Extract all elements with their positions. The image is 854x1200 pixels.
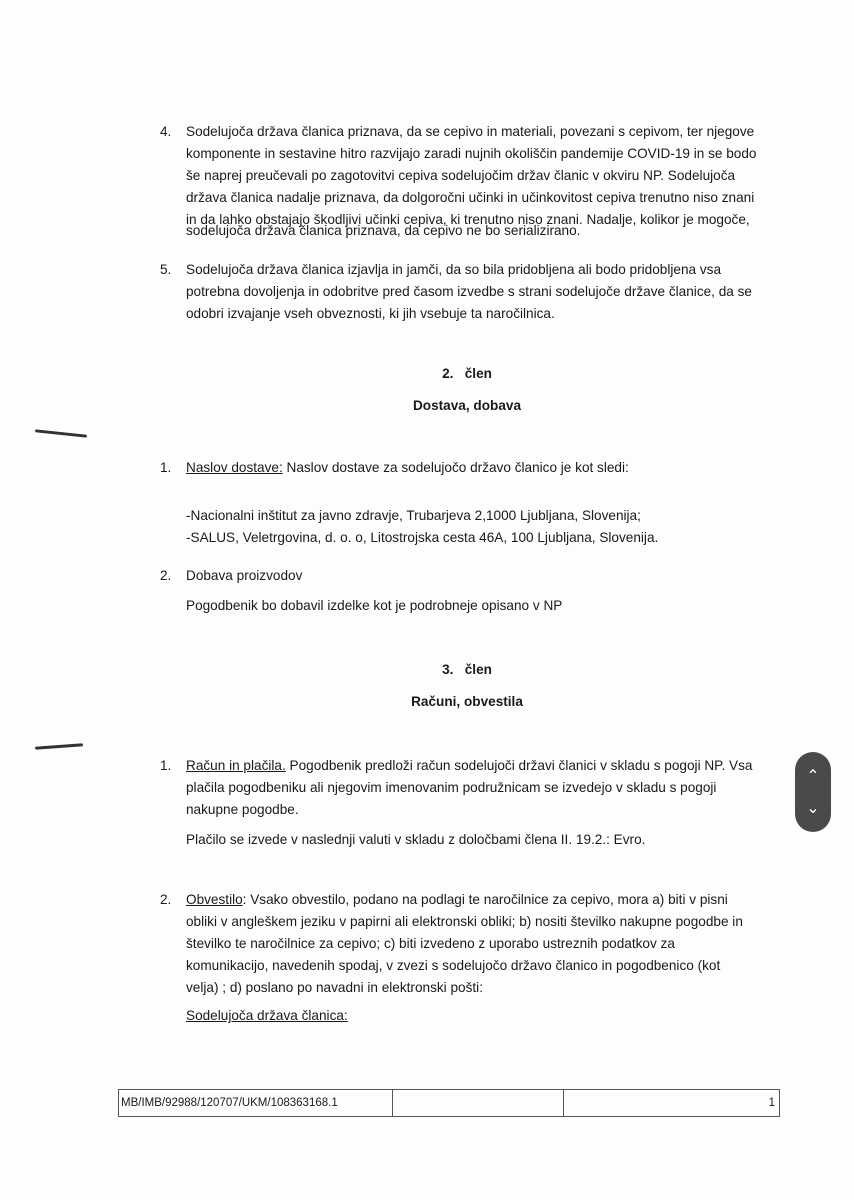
reference-cell: MB/IMB/92988/120707/UKM/108363168.1 xyxy=(119,1090,393,1116)
paragraph-line xyxy=(186,891,728,909)
page-scroll-control[interactable] xyxy=(795,752,831,832)
paragraph-line: Sodelujoča država članica izjavlja in jamči, da so bila pridobljena ali bodo pridobljena vsa xyxy=(186,262,722,277)
paragraph-line: še naprej preučevali po zagotovitvi cepiva sodelujočim držav članic v okviru NP. Sodelujoča xyxy=(186,168,736,183)
paragraph-line: potrebna dovoljenja in odobritve pred časom izvedbe s strani sodelujoče države članice, da se xyxy=(186,284,752,299)
article-title: Računi, obvestila xyxy=(411,694,523,709)
paragraph-line: velja) ; d) poslano po navadni in elektronski pošti: xyxy=(186,980,483,995)
paragraph-line: odobri izvajanje vseh obveznosti, ki jih vsebuje ta naročilnica. xyxy=(186,306,555,321)
article-heading: 3. člen xyxy=(442,662,492,677)
scan-mark xyxy=(35,743,83,749)
footer-reference-table xyxy=(118,1089,780,1117)
page-mark-cell: 1 xyxy=(768,1097,775,1109)
article-title: Dostava, dobava xyxy=(412,398,522,413)
item-number: 2. xyxy=(160,568,172,583)
subheading-text: Sodelujoča država članica: xyxy=(186,1008,348,1023)
address-line: -Nacionalni inštitut za javno zdravje, Trubarjeva 2,1000 Ljubljana, Slovenija; xyxy=(186,508,641,523)
paragraph-line: Pogodbenik bo dobavil izdelke kot je podrobneje opisano v NP xyxy=(186,598,563,613)
paragraph-line: Sodelujoča država članica priznava, da se cepivo in materiali, povezani s cepivom, ter njegove xyxy=(186,124,755,139)
paragraph-line: plačila pogodbeniku ali njegovim imenovanim podružnicam se izvedejo v skladu s pogoji xyxy=(186,780,717,795)
item-label: Naslov dostave: xyxy=(186,460,283,475)
item-number: 1. xyxy=(160,758,172,773)
paragraph-line xyxy=(186,757,752,775)
item-text: Pogodbenik predloži račun sodelujoči državi članici v skladu s pogoji NP. Vsa xyxy=(285,758,753,773)
item-text: : Vsako obvestilo, podano na podlagi te naročilnice za cepivo, mora a) biti v pisni xyxy=(242,892,728,907)
article-heading: 2. člen xyxy=(442,366,492,381)
item-text: Naslov dostave za sodelujočo državo članico je kot sledi: xyxy=(282,460,629,475)
paragraph-line: in da lahko obstajajo škodljivi učinki cepiva, ki trenutno niso znani. Nadalje, kolikor je mogoče, xyxy=(186,212,750,227)
paragraph-line: nakupne pogodbe. xyxy=(186,802,299,817)
item-number: 4. xyxy=(160,124,172,139)
chevron-up-icon[interactable]: ⌃ xyxy=(806,768,820,785)
paragraph-line: komponente in sestavine hitro razvijajo zaradi nujnih okoliščin pandemije COVID-19 in se bodo xyxy=(186,146,757,161)
empty-cell xyxy=(393,1090,564,1116)
item-title: Dobava proizvodov xyxy=(186,568,303,583)
paragraph-line: obliki v angleškem jeziku v papirni ali elektronski obliki; b) nositi številko nakupne pogodbe in xyxy=(186,914,743,929)
item-number: 2. xyxy=(160,892,172,907)
paragraph-line: številko te naročilnice za cepivo; c) biti izvedeno z uporabo ustreznih podatkov za xyxy=(186,936,675,951)
item-label: Račun in plačila. xyxy=(186,758,286,773)
paragraph-line: sodelujoča država članica priznava, da cepivo ne bo serializirano. xyxy=(186,223,581,238)
paragraph-line xyxy=(186,459,629,477)
payment-line: Plačilo se izvede v naslednji valuti v skladu z določbami člena II. 19.2.: Evro. xyxy=(186,832,646,847)
paragraph-line: komunikacijo, navedenih spodaj, v zvezi s sodelujočo državo članico in pogodbenico (kot xyxy=(186,958,721,973)
item-number: 1. xyxy=(160,460,172,475)
address-line: -SALUS, Veletrgovina, d. o. o, Litostrojska cesta 46A, 100 Ljubljana, Slovenija. xyxy=(186,530,659,545)
item-number: 5. xyxy=(160,262,172,277)
subheading xyxy=(186,1007,348,1025)
scan-mark xyxy=(35,429,87,437)
chevron-down-icon[interactable]: ⌄ xyxy=(806,800,820,817)
item-label: Obvestilo xyxy=(186,892,243,907)
paragraph-line: država članica nadalje priznava, da dolgoročni učinki in učinkovitost cepiva trenutno niso znani xyxy=(186,190,755,205)
